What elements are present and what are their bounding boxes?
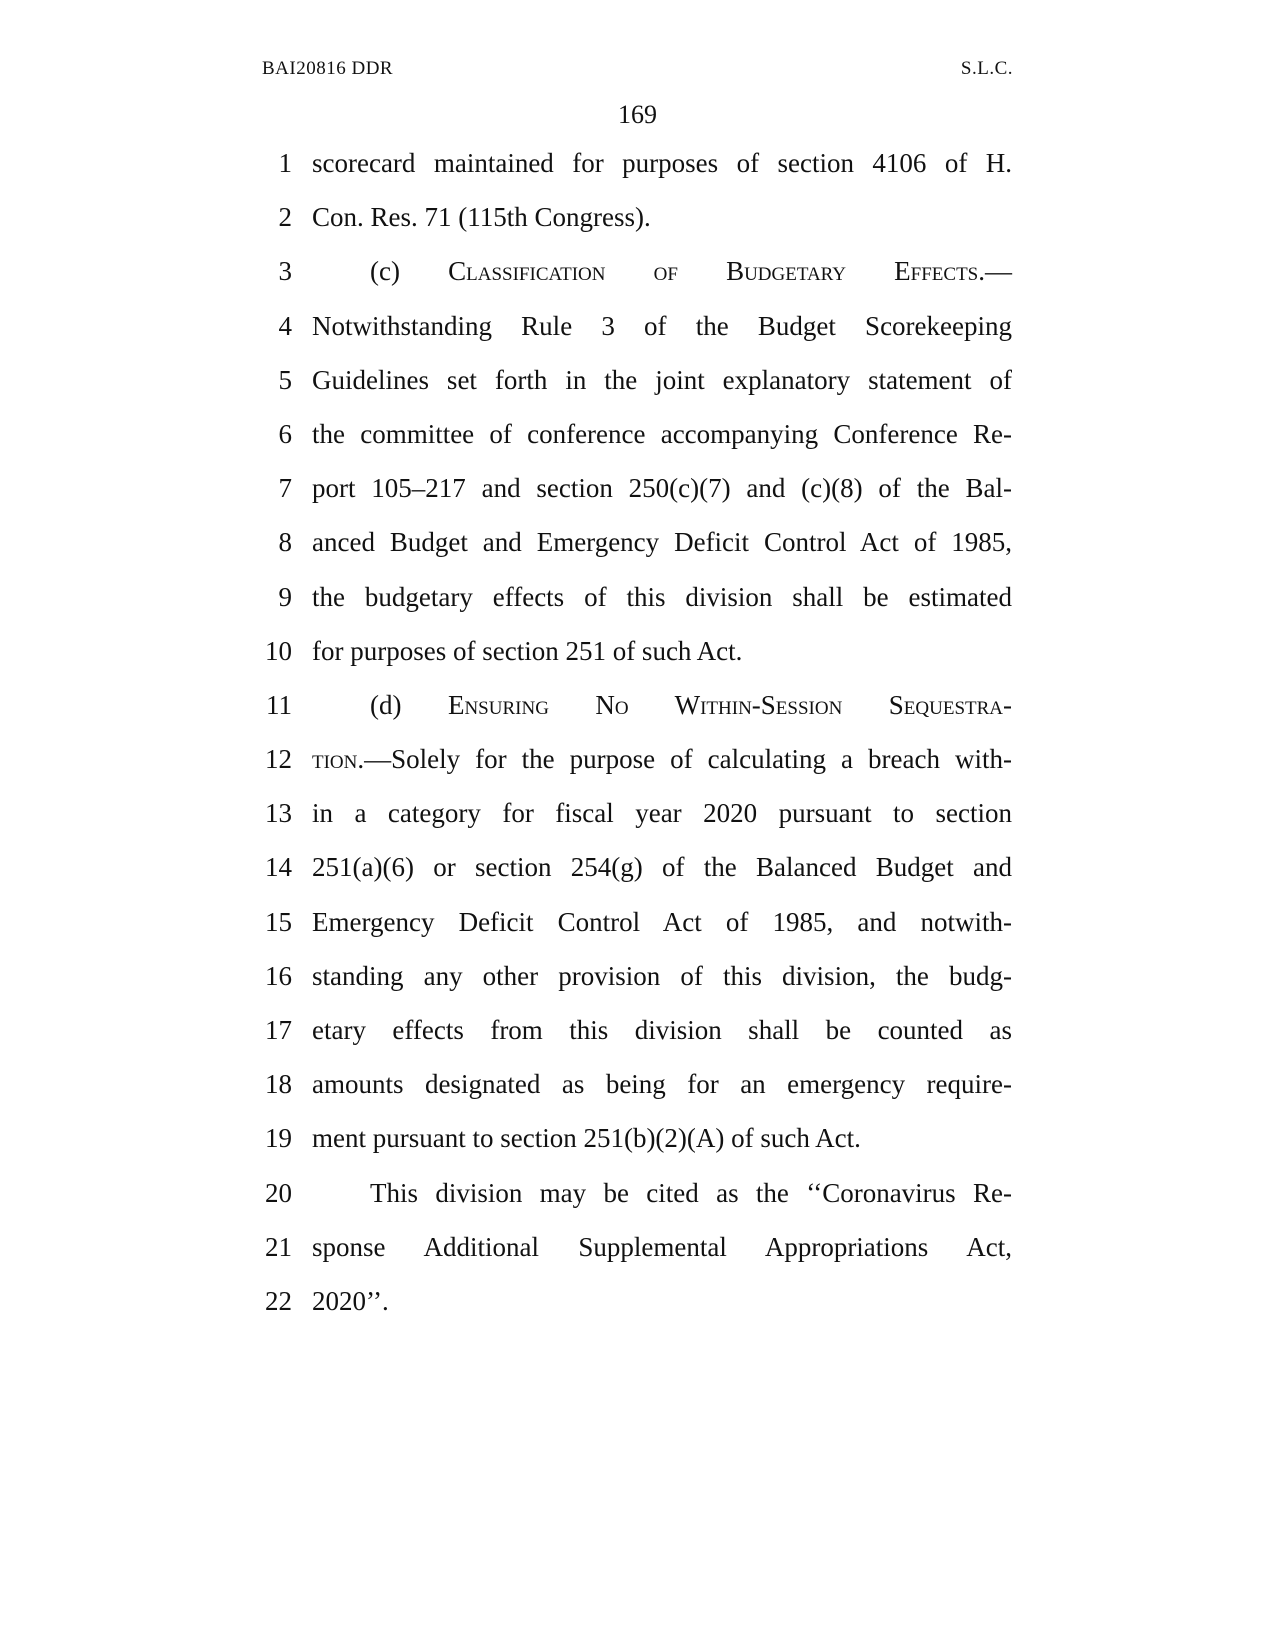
text-line xyxy=(262,148,1012,202)
text-line xyxy=(262,852,1012,906)
text-line xyxy=(262,1015,1012,1069)
line-text: Emergency Deficit Control Act of 1985, and notwith- xyxy=(312,906,1012,937)
line-text: 251(a)(6) or section 254(g) of the Balanced Budget and xyxy=(312,852,1012,883)
text-line xyxy=(262,582,1012,636)
line-text: port 105–217 and section 250(c)(7) and (c)(8) of the Bal- xyxy=(312,473,1012,504)
line-number: 8 xyxy=(278,527,292,558)
line-number: 13 xyxy=(265,798,292,829)
header-office-code: S.L.C. xyxy=(960,58,1013,79)
text-line xyxy=(262,256,1012,310)
line-number: 12 xyxy=(265,744,292,775)
line-number: 19 xyxy=(265,1123,292,1154)
line-number: 5 xyxy=(278,364,292,395)
line-text: Guidelines set forth in the joint explanatory statement of xyxy=(312,364,1012,395)
line-number: 21 xyxy=(265,1231,292,1262)
line-text: (c) Classification of Budgetary Effects.— xyxy=(370,256,1012,287)
line-number: 11 xyxy=(266,689,292,720)
text-line xyxy=(262,744,1012,798)
line-number: 7 xyxy=(278,473,292,504)
text-line xyxy=(262,527,1012,581)
line-number: 15 xyxy=(265,906,292,937)
line-number: 9 xyxy=(278,581,292,612)
text-line xyxy=(262,1069,1012,1123)
line-text: anced Budget and Emergency Deficit Control Act of 1985, xyxy=(312,527,1012,558)
text-line xyxy=(262,1123,1012,1177)
line-number: 18 xyxy=(265,1069,292,1100)
text-line xyxy=(262,690,1012,744)
line-text: This division may be cited as the ‘‘Coronavirus Re- xyxy=(370,1177,1012,1208)
line-text: amounts designated as being for an emergency require- xyxy=(312,1069,1012,1100)
line-number: 16 xyxy=(265,960,292,991)
text-line xyxy=(262,1178,1012,1232)
line-number: 20 xyxy=(265,1177,292,1208)
line-text: standing any other provision of this division, the budg- xyxy=(312,960,1012,991)
line-text: in a category for fiscal year 2020 pursuant to section xyxy=(312,798,1012,829)
line-number: 22 xyxy=(265,1285,292,1316)
line-text: Notwithstanding Rule 3 of the Budget Scorekeeping xyxy=(312,310,1012,341)
line-text: Con. Res. 71 (115th Congress). xyxy=(312,202,651,233)
line-text: sponse Additional Supplemental Appropriations Act, xyxy=(312,1231,1012,1262)
line-number: 10 xyxy=(265,635,292,666)
page-number: 169 xyxy=(618,100,657,129)
line-text: the committee of conference accompanying Conference Re- xyxy=(312,418,1012,449)
line-number: 1 xyxy=(278,148,292,178)
text-line xyxy=(262,419,1012,473)
line-text: for purposes of section 251 of such Act. xyxy=(312,635,743,666)
text-line xyxy=(262,311,1012,365)
line-number: 17 xyxy=(265,1015,292,1045)
text-line xyxy=(262,636,1012,690)
line-text: ment pursuant to section 251(b)(2)(A) of such Act. xyxy=(312,1123,861,1154)
text-body xyxy=(262,148,1012,1340)
line-text: etary effects from this division shall be counted as xyxy=(312,1015,1012,1045)
line-text: (d) Ensuring No Within-Session Sequestra- xyxy=(370,689,1013,720)
line-number: 6 xyxy=(278,418,292,449)
line-number: 3 xyxy=(278,256,292,287)
text-line xyxy=(262,473,1012,527)
line-text: scorecard maintained for purposes of section 4106 of H. xyxy=(312,148,1012,178)
text-line xyxy=(262,365,1012,419)
line-number: 4 xyxy=(278,310,292,341)
text-line xyxy=(262,907,1012,961)
text-line xyxy=(262,798,1012,852)
line-number: 14 xyxy=(265,852,292,883)
line-text: 2020’’. xyxy=(312,1285,389,1316)
line-number: 2 xyxy=(278,202,292,233)
line-text: tion.—Solely for the purpose of calculating a breach with- xyxy=(312,744,1012,775)
text-line xyxy=(262,1286,1012,1340)
text-line xyxy=(262,202,1012,256)
text-line xyxy=(262,961,1012,1015)
text-line xyxy=(262,1232,1012,1286)
line-text: the budgetary effects of this division shall be estimated xyxy=(312,581,1012,612)
header-document-id: BAI20816 DDR xyxy=(262,58,394,79)
